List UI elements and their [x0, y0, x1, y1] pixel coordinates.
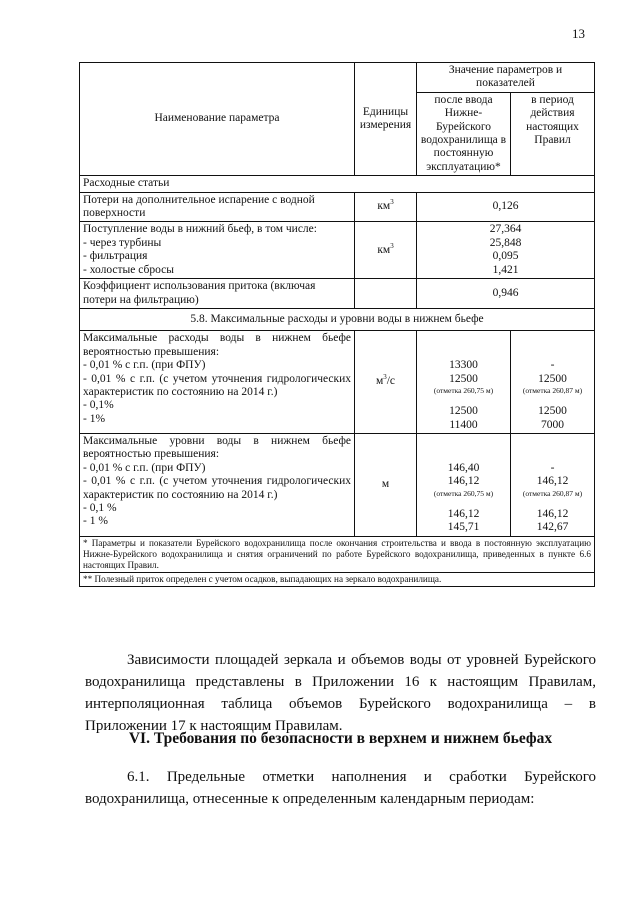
inflow-unit: $км^3$	[355, 222, 417, 279]
table-row	[80, 573, 595, 587]
table-row	[80, 308, 595, 330]
parameters-table	[79, 62, 595, 587]
table-row	[80, 331, 595, 434]
table-row	[80, 176, 595, 192]
evaporation-unit: $км^3$	[355, 192, 417, 222]
inflow-values: 27,364 25,848 0,095 1,421	[417, 222, 595, 279]
evaporation-name: Потери на дополнительное испарение с водной поверхности	[80, 192, 355, 222]
page-number: 13	[572, 26, 585, 41]
table-row	[80, 279, 595, 309]
table-header-row	[80, 63, 595, 93]
header-units: Единицы измерения	[355, 63, 417, 176]
table-row	[80, 192, 595, 222]
max-discharge-after: 13300 12500 (отметка 260,75 м) 12500 11400	[417, 331, 511, 434]
expense-items-label: Расходные статьи	[80, 176, 595, 192]
section-5-8-title: 5.8. Максимальные расходы и уровни воды в нижнем бьефе	[80, 308, 595, 330]
footnote-1: * Параметры и показатели Бурейского водохранилища после окончания строительства и ввода в постоянную эксплуатацию Нижне-Бурейского водохранилища и снятия ограничений по работе Бурейского водохранилища, приведенных в пункте 6.6 настоящих Правил.	[80, 536, 595, 573]
inflow-name: Поступление воды в нижний бьеф, в том числе: - через турбины - фильтрация - холостые сбросы	[80, 222, 355, 279]
evaporation-value: 0,126	[417, 192, 595, 222]
table-row	[80, 222, 595, 279]
header-after-commissioning: после ввода Нижне-Бурейского водохранилища в постоянную эксплуатацию*	[417, 92, 511, 175]
body-paragraph-2: 6.1. Предельные отметки наполнения и сработки Бурейского водохранилища, отнесенные к определенным календарным периодам:	[85, 769, 596, 807]
max-discharge-name: Максимальные расходы воды в нижнем бьефе вероятностью превышения: - 0,01 % с г.п. (при ФПУ) - 0,01 % с г.п. (с учетом уточнения гидрологических характеристик по состоянию на 2014 г.) - 0,1% - 1%	[80, 331, 355, 434]
table-row	[80, 536, 595, 573]
table-row	[80, 433, 595, 536]
max-discharge-current: - 12500 (отметка 260,87 м) 12500 7000	[511, 331, 595, 434]
footnote-2: ** Полезный приток определен с учетом осадков, выпадающих на зеркало водохранилища.	[80, 573, 595, 587]
coefficient-name: Коэффициент использования притока (включая потери на фильтрацию)	[80, 279, 355, 309]
header-values-group: Значение параметров и показателей	[417, 63, 595, 93]
section-heading: VI. Требования по безопасности в верхнем и нижнем бьефах	[128, 730, 553, 747]
coefficient-value: 0,946	[417, 279, 595, 309]
header-param-name: Наименование параметра	[80, 63, 355, 176]
max-levels-current: - 146,12 (отметка 260,87 м) 146,12 142,67	[511, 433, 595, 536]
header-current-rules: в период действия настоящих Правил	[511, 92, 595, 175]
max-levels-after: 146,40 146,12 (отметка 260,75 м) 146,12 145,71	[417, 433, 511, 536]
max-discharge-unit: $м^3/с$	[355, 331, 417, 434]
max-levels-name: Максимальные уровни воды в нижнем бьефе вероятностью превышения: - 0,01 % с г.п. (при ФПУ) - 0,01 % с г.п. (с учетом уточнения гидрологических характеристик по состоянию на 2014 г.) - 0,1 % - 1 %	[80, 433, 355, 536]
body-paragraph-1: Зависимости площадей зеркала и объемов воды от уровней Бурейского водохранилища представлены в Приложении 16 к настоящим Правилам, интерполяционная таблица объемов Бурейского водохранилища – в Приложении 17 к настоящим Правилам.	[85, 652, 596, 734]
coefficient-unit	[355, 279, 417, 309]
max-levels-unit: м	[355, 433, 417, 536]
